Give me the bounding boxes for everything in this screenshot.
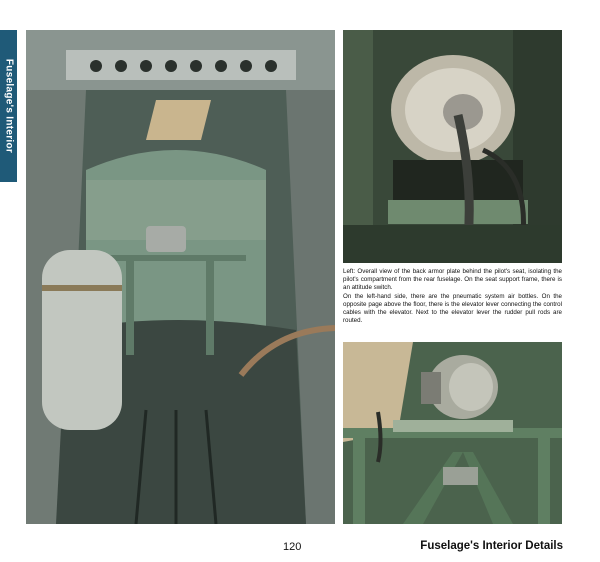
- caption-paragraph-1: Left: Overall view of the back armor plate behind the pilot's seat, isolating the pilot's compartment from the rear fuselage. On the seat support frame, there is an attitude switch.: [343, 268, 562, 292]
- page-number: 120: [283, 541, 302, 553]
- attitude-switch-illustration: [343, 30, 562, 263]
- caption-paragraph-2: On the left-hand side, there are the pneumatic system air bottles. On the opposite page above the floor, there is the elevator lever connecting the control cables with the elevator. Next to the elevator lever the rudder pull rods are routed.: [343, 292, 562, 325]
- seat-frame-switch-illustration: [343, 342, 562, 524]
- section-title: Fuselage's Interior Details: [420, 540, 563, 552]
- section-side-tab: [0, 30, 17, 182]
- section-side-tab-label: Fuselage's Interior: [3, 58, 14, 154]
- fuselage-interior-illustration: [26, 30, 335, 524]
- fuselage-interior-photo: [26, 30, 335, 524]
- photo-caption: [343, 268, 562, 325]
- attitude-switch-photo: [343, 30, 562, 263]
- seat-frame-switch-photo: [343, 342, 562, 524]
